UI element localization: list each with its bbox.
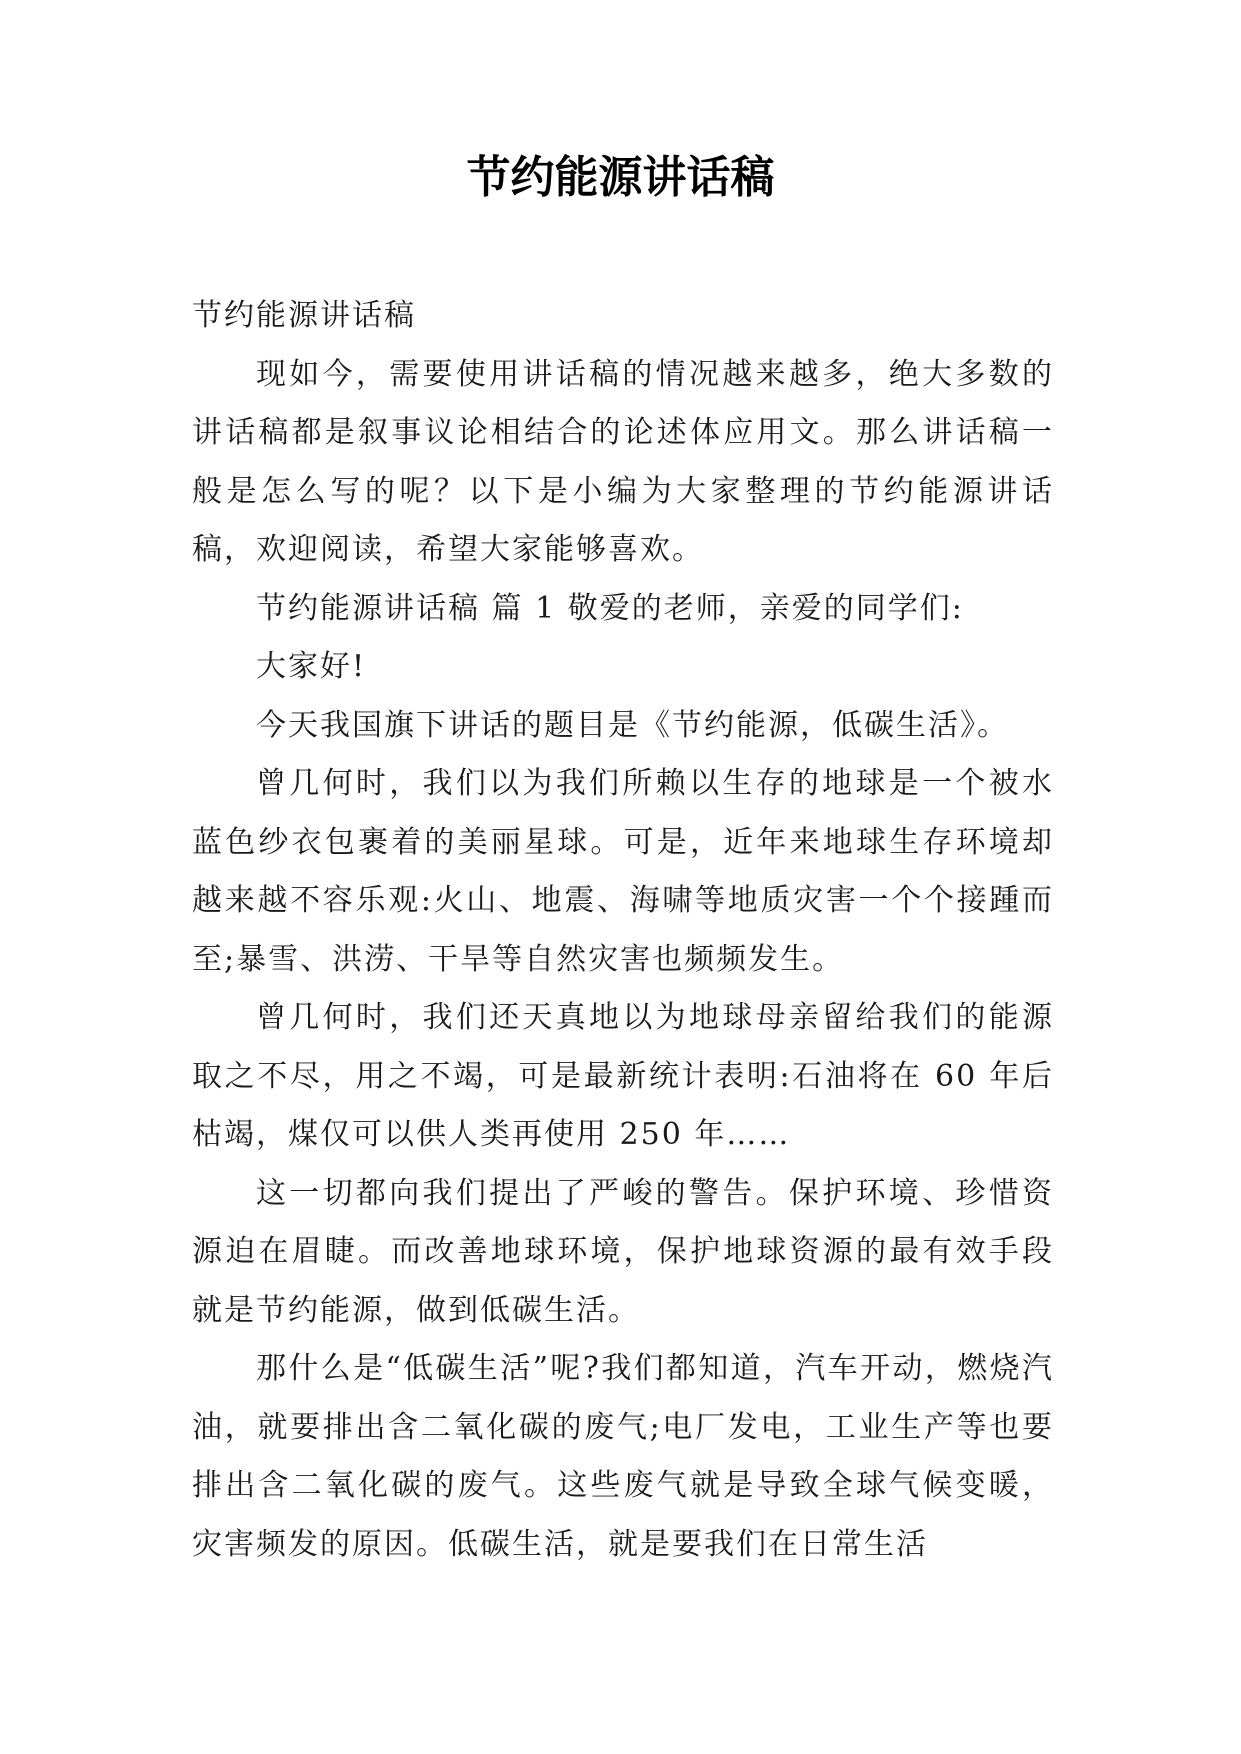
- document-body: [192, 287, 1054, 1574]
- paragraph: 曾几何时，我们以为我们所赖以生存的地球是一个被水蓝色纱衣包裹着的美丽星球。可是，近年来地球生存环境却越来越不容乐观:火山、地震、海啸等地质灾害一个个接踵而至;暴雪、洪涝、干旱等自然灾害也频频发生。: [192, 766, 1054, 977]
- document-title: 节约能源讲话稿: [466, 152, 775, 203]
- paragraph: 这一切都向我们提出了严峻的警告。保护环境、珍惜资源迫在眉睫。而改善地球环境，保护地球资源的最有效手段就是节约能源，做到低碳生活。: [192, 1175, 1054, 1328]
- paragraph: 那什么是“低碳生活”呢?我们都知道，汽车开动，燃烧汽油，就要排出含二氧化碳的废气;电厂发电，工业生产等也要排出含二氧化碳的废气。这些废气就是导致全球气候变暖，灾害频发的原因。低碳生活，就是要我们在日常生活: [192, 1351, 1054, 1562]
- paragraph: 大家好!: [256, 649, 367, 684]
- paragraph: 节约能源讲话稿 篇 1 敬爱的老师，亲爱的同学们:: [256, 590, 964, 626]
- paragraph-heading: 节约能源讲话稿: [192, 298, 416, 333]
- paragraph: 现如今，需要使用讲话稿的情况越来越多，绝大多数的讲话稿都是叙事议论相结合的论述体应用文。那么讲话稿一般是怎么写的呢？以下是小编为大家整理的节约能源讲话稿，欢迎阅读，希望大家能够喜欢。: [192, 356, 1054, 567]
- paragraph: 今天我国旗下讲话的题目是《节约能源，低碳生活》。: [256, 707, 1009, 743]
- paragraph: 曾几何时，我们还天真地以为地球母亲留给我们的能源取之不尽，用之不竭，可是最新统计表明:石油将在 60 年后枯竭，煤仅可以供人类再使用 250 年……: [192, 1000, 1054, 1152]
